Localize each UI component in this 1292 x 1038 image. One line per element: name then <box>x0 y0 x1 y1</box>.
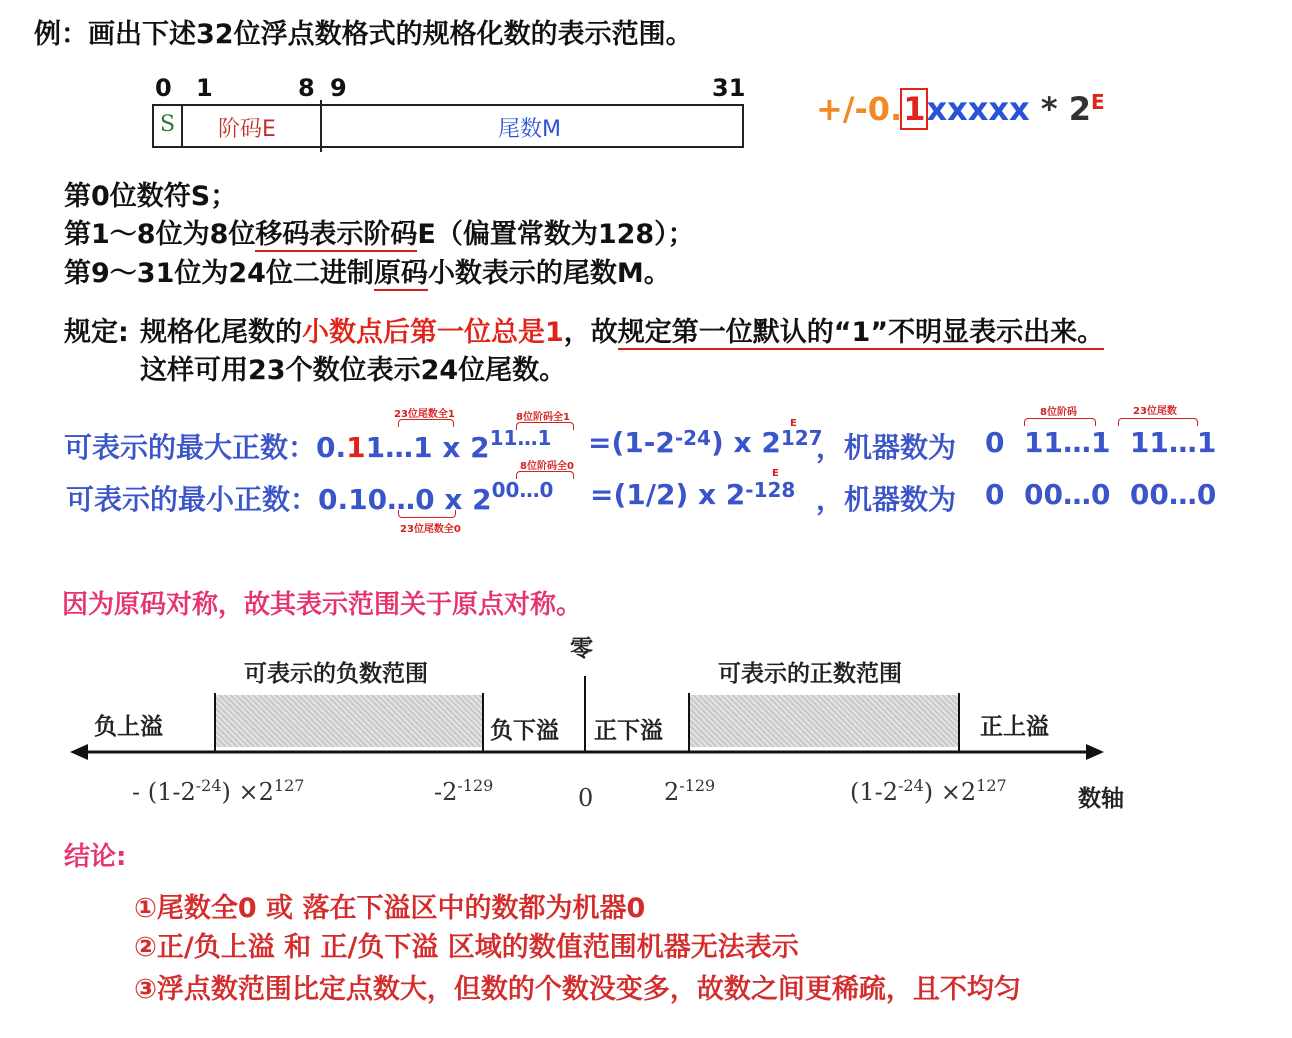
max-machine-number: 0 11…1 11…1 <box>985 426 1217 459</box>
max-mantissa: 1…1 <box>365 431 433 464</box>
desc-line-3-a: 第9～31位为24位二进制 <box>64 258 374 289</box>
sign-field: S <box>160 112 176 137</box>
min-value <box>590 478 795 511</box>
ann-max-e: E <box>790 418 797 429</box>
conclusion-1: ①尾数全0 或 落在下溢区中的数都为机器0 <box>134 893 646 924</box>
float-format-box <box>152 104 744 148</box>
conclusion-label: 结论: <box>64 842 127 872</box>
min-exp-128: -128 <box>745 478 796 502</box>
max-times: x 2 <box>432 431 490 464</box>
tick-pos-max-exp1: -24 <box>898 776 924 795</box>
tick-neg-min-base: -2 <box>434 778 458 806</box>
pattern-leading-one: 1 <box>903 90 926 128</box>
desc-line-3 <box>64 251 671 290</box>
min-machine-label: ，机器数为 <box>816 483 957 516</box>
rule-underlined: 规定第一位默认的“1”不明显表示出来。 <box>617 317 1105 348</box>
max-machine-label: ，机器数为 <box>816 431 957 464</box>
min-mantissa: 0…0 <box>367 483 435 516</box>
desc-line-2-underlined: 移码表示阶码 <box>255 219 418 250</box>
rule-c: ，故 <box>563 317 618 348</box>
rule-a: 规格化尾数的 <box>140 317 302 348</box>
page-title: 例：画出下述32位浮点数格式的规格化数的表示范围。 <box>34 19 693 50</box>
symmetry-note: 因为原码对称，故其表示范围关于原点对称。 <box>62 590 583 620</box>
desc-line-2-a: 第1～8位为8位 <box>64 219 256 250</box>
min-mantissa-prefix: 0.1 <box>318 483 368 516</box>
negative-range-label: 可表示的负数范围 <box>244 661 428 687</box>
tick-pos-max-a: (1-2 <box>850 778 899 806</box>
ann-machine-exponent: 8位阶码 <box>1040 407 1077 418</box>
bit-label-9: 9 <box>330 74 347 102</box>
min-machine-number: 0 00…0 00…0 <box>985 478 1217 511</box>
desc-line-2-c: E（偏置常数为128）； <box>417 219 695 250</box>
bracket <box>1118 418 1198 426</box>
max-exp-24: -24 <box>674 426 711 450</box>
zero-label: 零 <box>570 636 593 662</box>
ann-machine-mantissa: 23位尾数 <box>1133 406 1177 417</box>
max-eq: =(1-2 <box>588 426 675 459</box>
rule-line-1 <box>140 310 1104 349</box>
tick-pos-max-c: ) ×2 <box>923 778 977 806</box>
ann-max-exponent: 8位阶码全1 <box>516 412 570 423</box>
bit-label-31: 31 <box>712 74 746 102</box>
ann-max-mantissa: 23位尾数全1 <box>394 409 455 420</box>
tick-neg-max-a: - (1-2 <box>132 778 196 806</box>
rule-line-2: 这样可用23个数位表示24位尾数。 <box>140 355 567 386</box>
tick-pos-max-exp2: 127 <box>976 776 1007 795</box>
min-times: x 2 <box>434 483 492 516</box>
positive-range-label: 可表示的正数范围 <box>718 661 902 687</box>
pattern-power: * 2 <box>1029 90 1091 128</box>
axis-name: 数轴 <box>1078 786 1124 812</box>
min-positive-row <box>66 478 553 518</box>
max-exponent: 11…1 <box>489 426 552 450</box>
rule-label: 规定: <box>64 317 129 348</box>
number-axis <box>70 740 1106 764</box>
tick-zero: 0 <box>578 784 594 812</box>
desc-line-3-c: 小数表示的尾数M。 <box>427 258 671 289</box>
rule-highlight: 小数点后第一位总是1 <box>302 317 564 348</box>
positive-underflow-label: 正下溢 <box>594 718 663 744</box>
tick-neg-max <box>132 776 304 806</box>
tick-pos-min-exp: -129 <box>679 776 716 795</box>
min-exponent: 00…0 <box>491 478 554 502</box>
max-positive-row <box>64 426 551 466</box>
max-mantissa-prefix: 0. <box>316 431 347 464</box>
tick-neg-min <box>434 776 493 806</box>
field-divider <box>320 100 322 152</box>
field-divider <box>181 106 183 146</box>
mantissa-field: 尾数M <box>498 117 561 142</box>
max-leading-one: 1 <box>346 431 366 464</box>
tick-neg-max-c: ) ×2 <box>221 778 274 806</box>
max-value <box>588 426 823 459</box>
desc-line-1: 第0位数符S； <box>64 181 238 212</box>
bit-label-8: 8 <box>298 74 315 102</box>
tick-neg-max-exp2: 127 <box>273 776 305 795</box>
positive-overflow-label: 正上溢 <box>980 714 1049 740</box>
negative-underflow-label: 负下溢 <box>490 718 559 744</box>
pattern-sign: +/-0. <box>816 90 903 128</box>
min-eq: =(1/2) x 2 <box>590 478 746 511</box>
min-label: 可表示的最小正数： <box>66 483 319 516</box>
tick-pos-min <box>664 776 715 806</box>
conclusion-2: ②正/负上溢 和 正/负下溢 区域的数值范围机器无法表示 <box>134 932 799 963</box>
ann-min-exponent: 8位阶码全0 <box>520 461 574 472</box>
ann-min-e: E <box>772 468 779 479</box>
desc-line-3-underlined: 原码 <box>373 258 428 289</box>
max-times-2: ) x 2 <box>710 426 781 459</box>
tick-pos-max <box>850 776 1007 806</box>
ann-min-mantissa: 23位尾数全0 <box>400 524 461 535</box>
conclusion-3: ③浮点数范围比定点数大，但数的个数没变多，故数之间更稀疏，且不均匀 <box>134 974 1021 1005</box>
max-label: 可表示的最大正数： <box>64 431 317 464</box>
bit-label-0: 0 <box>155 74 172 102</box>
bracket <box>1024 418 1096 426</box>
pattern-exponent: E <box>1090 90 1105 114</box>
normalized-pattern <box>816 90 1105 128</box>
tick-pos-min-base: 2 <box>664 778 680 806</box>
tick-neg-max-exp1: -24 <box>195 776 222 795</box>
tick-neg-min-exp: -129 <box>457 776 494 795</box>
pattern-tail: xxxxx <box>926 90 1030 128</box>
axis-arrow-right <box>1086 744 1104 760</box>
negative-overflow-label: 负上溢 <box>94 714 163 740</box>
exponent-field: 阶码E <box>218 117 276 142</box>
max-exp-127: 127 <box>780 426 823 450</box>
bit-label-1: 1 <box>196 74 213 102</box>
axis-arrow-left <box>70 744 88 760</box>
desc-line-2 <box>64 212 695 251</box>
